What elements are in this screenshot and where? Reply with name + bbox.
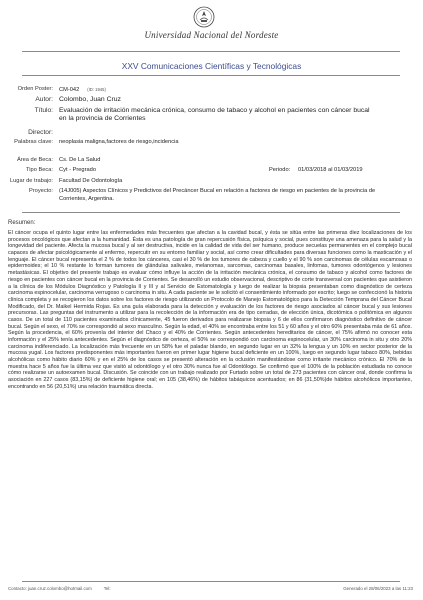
project-label: Proyecto: [28, 188, 53, 194]
scholarship-area-value: Cs. De La Salud [59, 157, 101, 163]
poster-order-label: Orden Poster: [17, 86, 53, 92]
workplace-value: Facultad De Odontología [59, 178, 123, 184]
summary-divider [22, 212, 400, 213]
summary-label: Resumen: [8, 220, 36, 226]
keywords-label: Palabras clave: [14, 139, 53, 145]
scholarship-area-label: Área de Beca: [16, 157, 53, 163]
university-name: Universidad Nacional del Nordeste [144, 30, 279, 40]
period-value: 01/03/2018 al 01/03/2019 [298, 167, 363, 173]
page-header [0, 0, 423, 56]
university-seal-icon [193, 6, 215, 28]
generated-timestamp: Generado el 28/06/2023 a las 11:23 [343, 586, 413, 591]
period-label: Periodo: [269, 167, 291, 173]
poster-code: CM-042 [59, 87, 80, 93]
summary-text: El cáncer ocupa el quinto lugar entre las enfermedades más frecuentes que afectan a la cavidad bucal, y ésta se sitúa entre las primeras diez localizaciones de los procesos oncológicos que afectan a la humanidad. Ésta es una patología de gran repercusión física, psíquica y social, pues constituye una amenaza para la salud y la longevidad del paciente. Afecta la mucosa bucal y al ser destructiva, incide en la calidad de vida del ser humano, produce secuelas permanentes en el complejo bucal capaces de afectar psicológicamente al enfermo, repercutir en su entorno familiar y social, así como crear dificultades para diversas funciones como la masticación y el lenguaje. El cáncer bucal representa el 2 % de todos los cánceres, casi el 30 % de los tumores de cabeza y cuello y el 90 % son carcinomas de células escamosas o epidermoides; el 10 % restante lo forman tumores de glándulas salivales, melanomas, sarcomas, carcinomas basales, linfomas, tumores odontógenos y lesiones metastásicas. El objetivo del presente trabajo es evaluar cómo influye la acción de la irritación mecánica crónica, el consumo de tabaco y alcohol como factores de riesgo en pacientes con cáncer bucal en la provincia de Corrientes. Se desarrolló un estudio observacional, descriptivo de corte transversal con pacientes que asistieron a la clínica de los Módulos Diagnóstico y Patología II y III y al Servicio de Estomatología y luego de realizar la biopsia presentaban como diagnóstico de certeza carcinoma espinocelular, carcinoma verrugoso o carcinoma in situ. A cada paciente se le solicitó el consentimiento informado por escrito; luego se confeccionó la historia clínica completa y se recogieron los datos sobre los factores de riesgo utilizando un Protocolo de Manejo Estomatológico para la Detección Temprana del Cáncer Bucal Modificado, del Dr. Maikel Hermida Rojas. Es una guía elaborada para la detección y evaluación de los factores de riesgo asociados al cáncer bucal y sus lesiones precursoras. Las preguntas del instrumento a utilizar para la recolección de la información era de tipo cerradas, de elección única, dicotómica o politómica en algunos casos. De un total de 110 pacientes examinados clínicamente, 45 fueron derivados para realizarse biopsia y 6 de ellos confirmaron diagnóstico definitivo de cáncer bucal. Según el sexo, el 70% se correspondió al sexo masculino. Según la edad, el 40% se encontraba entre los 51 y 60 años y el otro 60% presentaba más de 61 años. Según la procedencia, el 60% provenía del interior del Chaco y el 40% de Corrientes. Según antecedentes hereditarios de cáncer, el 75% afirmó no conocer esta información y el 25% tenía antecedentes. Según el diagnóstico de certeza, el 50% se correspondió con carcinoma espinocelular, un 30% carcinoma in situ y otro 20% carcinoma indiferenciado. La localización más frecuente en un 58% fue el paladar blando, en segundo lugar en un 32% la lengua y un 10% en sector posterior de la mucosa yugal. Los factores predisponentes más importantes fueron en primer lugar higiene bucal deficiente en un 100%, luego en segundo lugar tabaco 80%, bebidas alcohólicas como hábito diario 60% y en el 25% de los casos se presentó alteración en la oclusión manifestándose como irritante mecánico crónico. El 70% de la muestra hace 5 años fue la última vez que visitó al odontólogo y el otro 30% nunca fue al Odontólogo. Se confirmó que el 100% de la población estudiada no conoce cómo realizarse un autoexamen bucal. Discusión. Se coincide con un trabajo realizado por Furtado sobre un total de 273 pacientes con cáncer oral, donde confirma la asociación en 227 casos (83,15%) de deficiente higiene oral; en 105 (38,46%) de hábitos tabáquicos acentuados; en 86 (31,50%)de hábitos alcohólicos importantes, encontrando en 56 (20,51%) una relación traumática directa. [8, 230, 412, 390]
author-value: Colombo, Juan Cruz [59, 96, 121, 103]
footer-divider [22, 581, 400, 582]
title-divider [22, 75, 400, 76]
conference-title: XXV Comunicaciones Científicas y Tecnológicas [121, 61, 302, 71]
contact-email: Contacto: juan.cruz.colombo@hotmail.com [8, 586, 92, 591]
keywords-value: neoplasia maligna,factores de riesgo,incidencia [59, 139, 179, 145]
contact-tel: Tel: [103, 586, 111, 591]
workplace-label: Lugar de trabajo: [9, 178, 53, 184]
poster-id: (ID: 1945) [87, 87, 106, 92]
director-label: Director: [28, 129, 53, 136]
poster-order-value [59, 86, 106, 94]
header-divider [22, 51, 400, 52]
footer-contact [8, 586, 111, 591]
title-value: Evaluación de irritación mecánica crónica, consumo de tabaco y alcohol en pacientes con cáncer bucal en la provincia de Corrientes [59, 107, 370, 123]
scholarship-type-label: Tipo Beca: [26, 167, 53, 173]
project-value: (14J005) Aspectos Clínicos y Predictivos del Precáncer Bucal en relación a factores de riesgo en pacientes de la provincia de Corrientes, Argentina. [59, 188, 376, 202]
title-label: Título: [34, 107, 53, 114]
author-label: Autor: [35, 96, 53, 103]
scholarship-type-value: Cyt - Pregrado [59, 167, 96, 173]
